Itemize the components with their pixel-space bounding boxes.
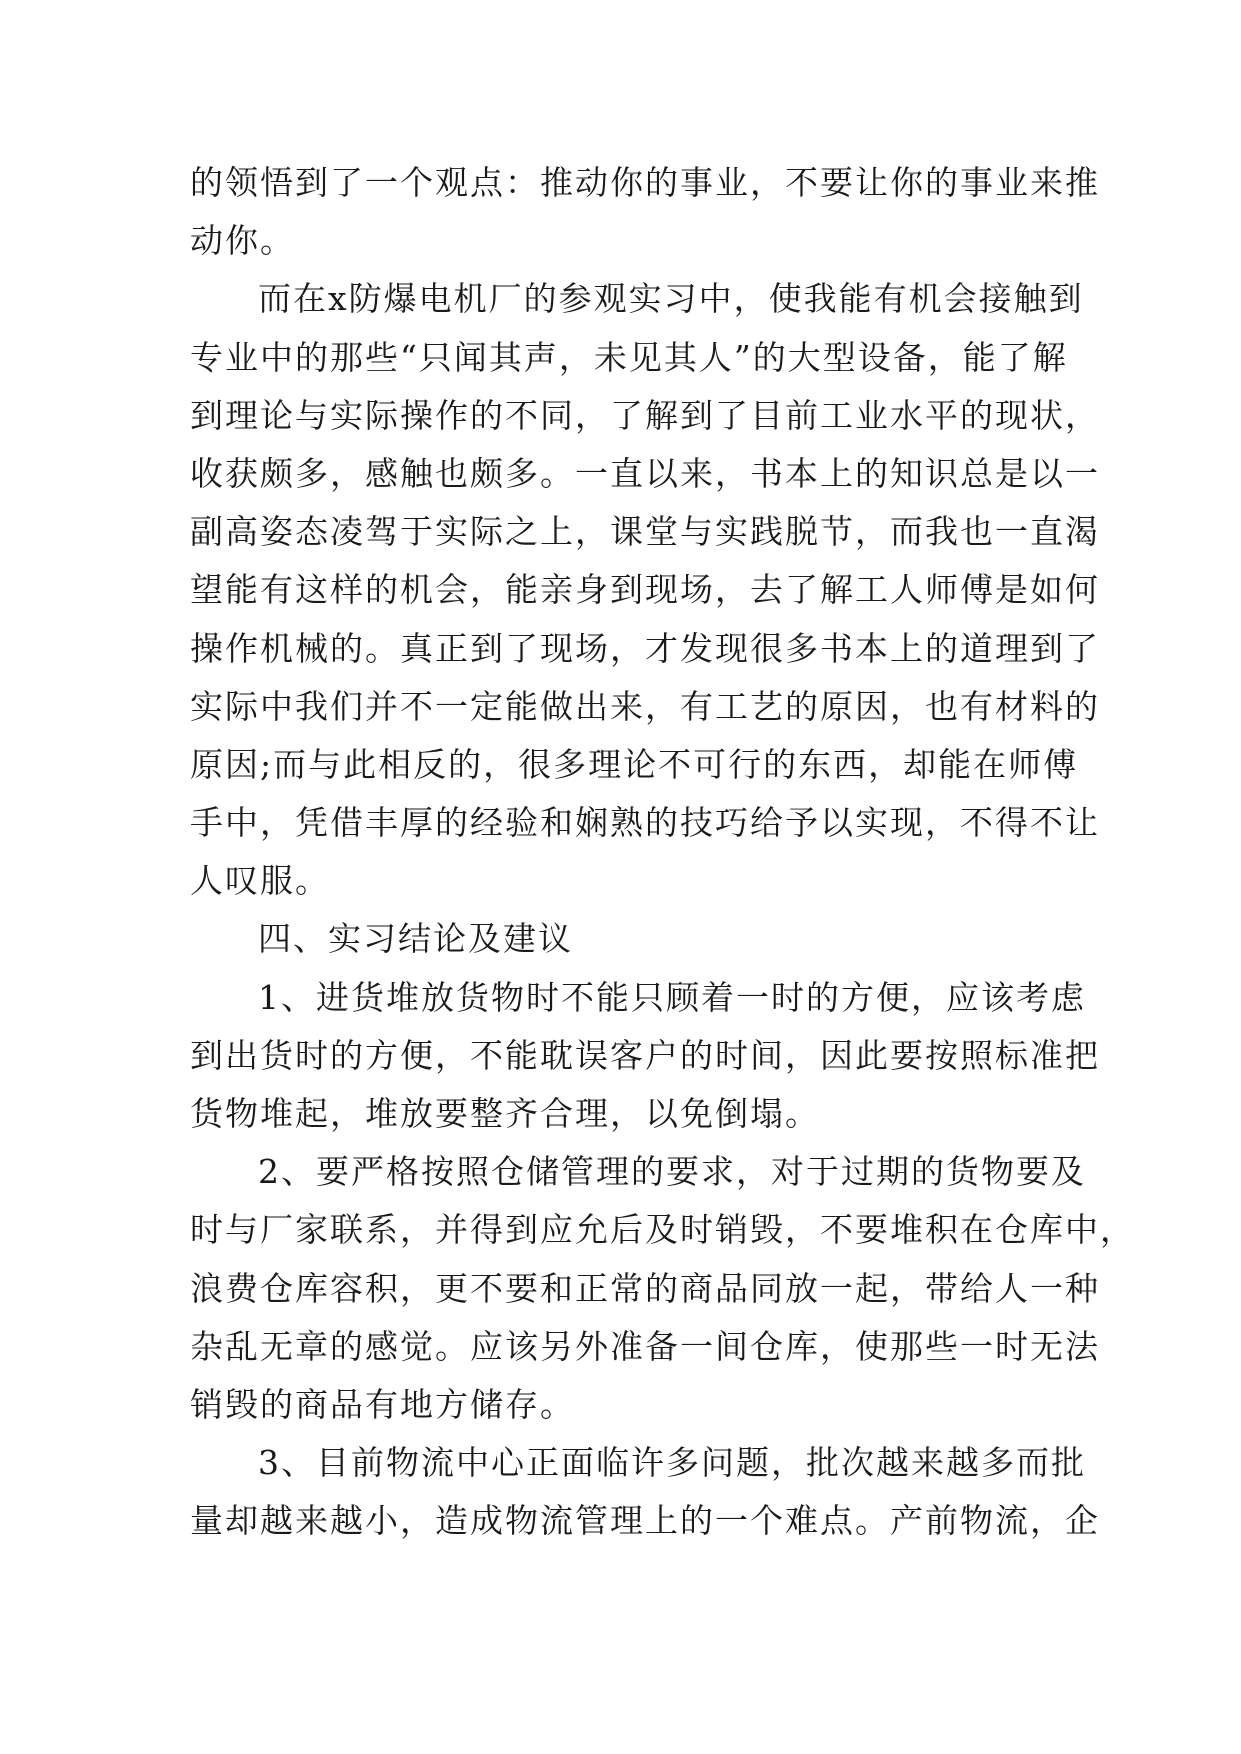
text-line: 到理论与实际操作的不同，了解到了目前工业水平的现状， xyxy=(190,395,1100,435)
text-line: 实际中我们并不一定能做出来，有工艺的原因，也有材料的 xyxy=(190,686,1100,726)
text-line: 副高姿态凌驾于实际之上，课堂与实践脱节，而我也一直渴 xyxy=(190,512,1100,552)
paragraph-start-line: 而在x防爆电机厂的参观实习中，使我能有机会接触到 xyxy=(258,279,1084,319)
paragraph-start-line: 2、要严格按照仓储管理的要求，对于过期的货物要及 xyxy=(258,1152,1086,1192)
paragraph-start-line: 3、目前物流中心正面临许多问题，批次越来越多而批 xyxy=(258,1443,1086,1483)
document-body xyxy=(190,154,1135,1551)
text-line: 操作机械的。真正到了现场，才发现很多书本上的道理到了 xyxy=(190,628,1100,668)
text-line: 专业中的那些“只闻其声，未见其人”的大型设备，能了解 xyxy=(190,337,1068,377)
text-line: 人叹服。 xyxy=(190,861,330,901)
text-line: 杂乱无章的感觉。应该另外准备一间仓库，使那些一时无法 xyxy=(190,1326,1100,1366)
paragraph-start-line: 1、进货堆放货物时不能只顾着一时的方便，应该考虑 xyxy=(258,977,1086,1017)
text-line: 货物堆起，堆放要整齐合理，以免倒塌。 xyxy=(190,1094,820,1133)
text-line: 的领悟到了一个观点：推动你的事业，不要让你的事业来推 xyxy=(190,163,1100,202)
text-line: 销毁的商品有地方储存。 xyxy=(190,1384,575,1424)
text-line: 到出货时的方便，不能耽误客户的时间，因此要按照标准把 xyxy=(190,1035,1100,1075)
text-line: 望能有这样的机会，能亲身到现场，去了解工人师傅是如何 xyxy=(190,570,1100,610)
text-line: 手中，凭借丰厚的经验和娴熟的技巧给予以实现，不得不让 xyxy=(190,803,1100,843)
section-heading: 四、实习结论及建议 xyxy=(258,919,573,959)
text-line: 收获颇多，感触也颇多。一直以来，书本上的知识总是以一 xyxy=(190,453,1100,493)
text-line: 浪费仓库容积，更不要和正常的商品同放一起，带给人一种 xyxy=(190,1268,1100,1308)
text-line: 动你。 xyxy=(190,221,295,261)
text-line: 时与厂家联系，并得到应允后及时销毁，不要堆积在仓库中， xyxy=(190,1210,1135,1250)
text-line: 原因;而与此相反的，很多理论不可行的东西，却能在师傅 xyxy=(190,744,1079,784)
text-line: 量却越来越小，造成物流管理上的一个难点。产前物流，企 xyxy=(190,1501,1100,1541)
